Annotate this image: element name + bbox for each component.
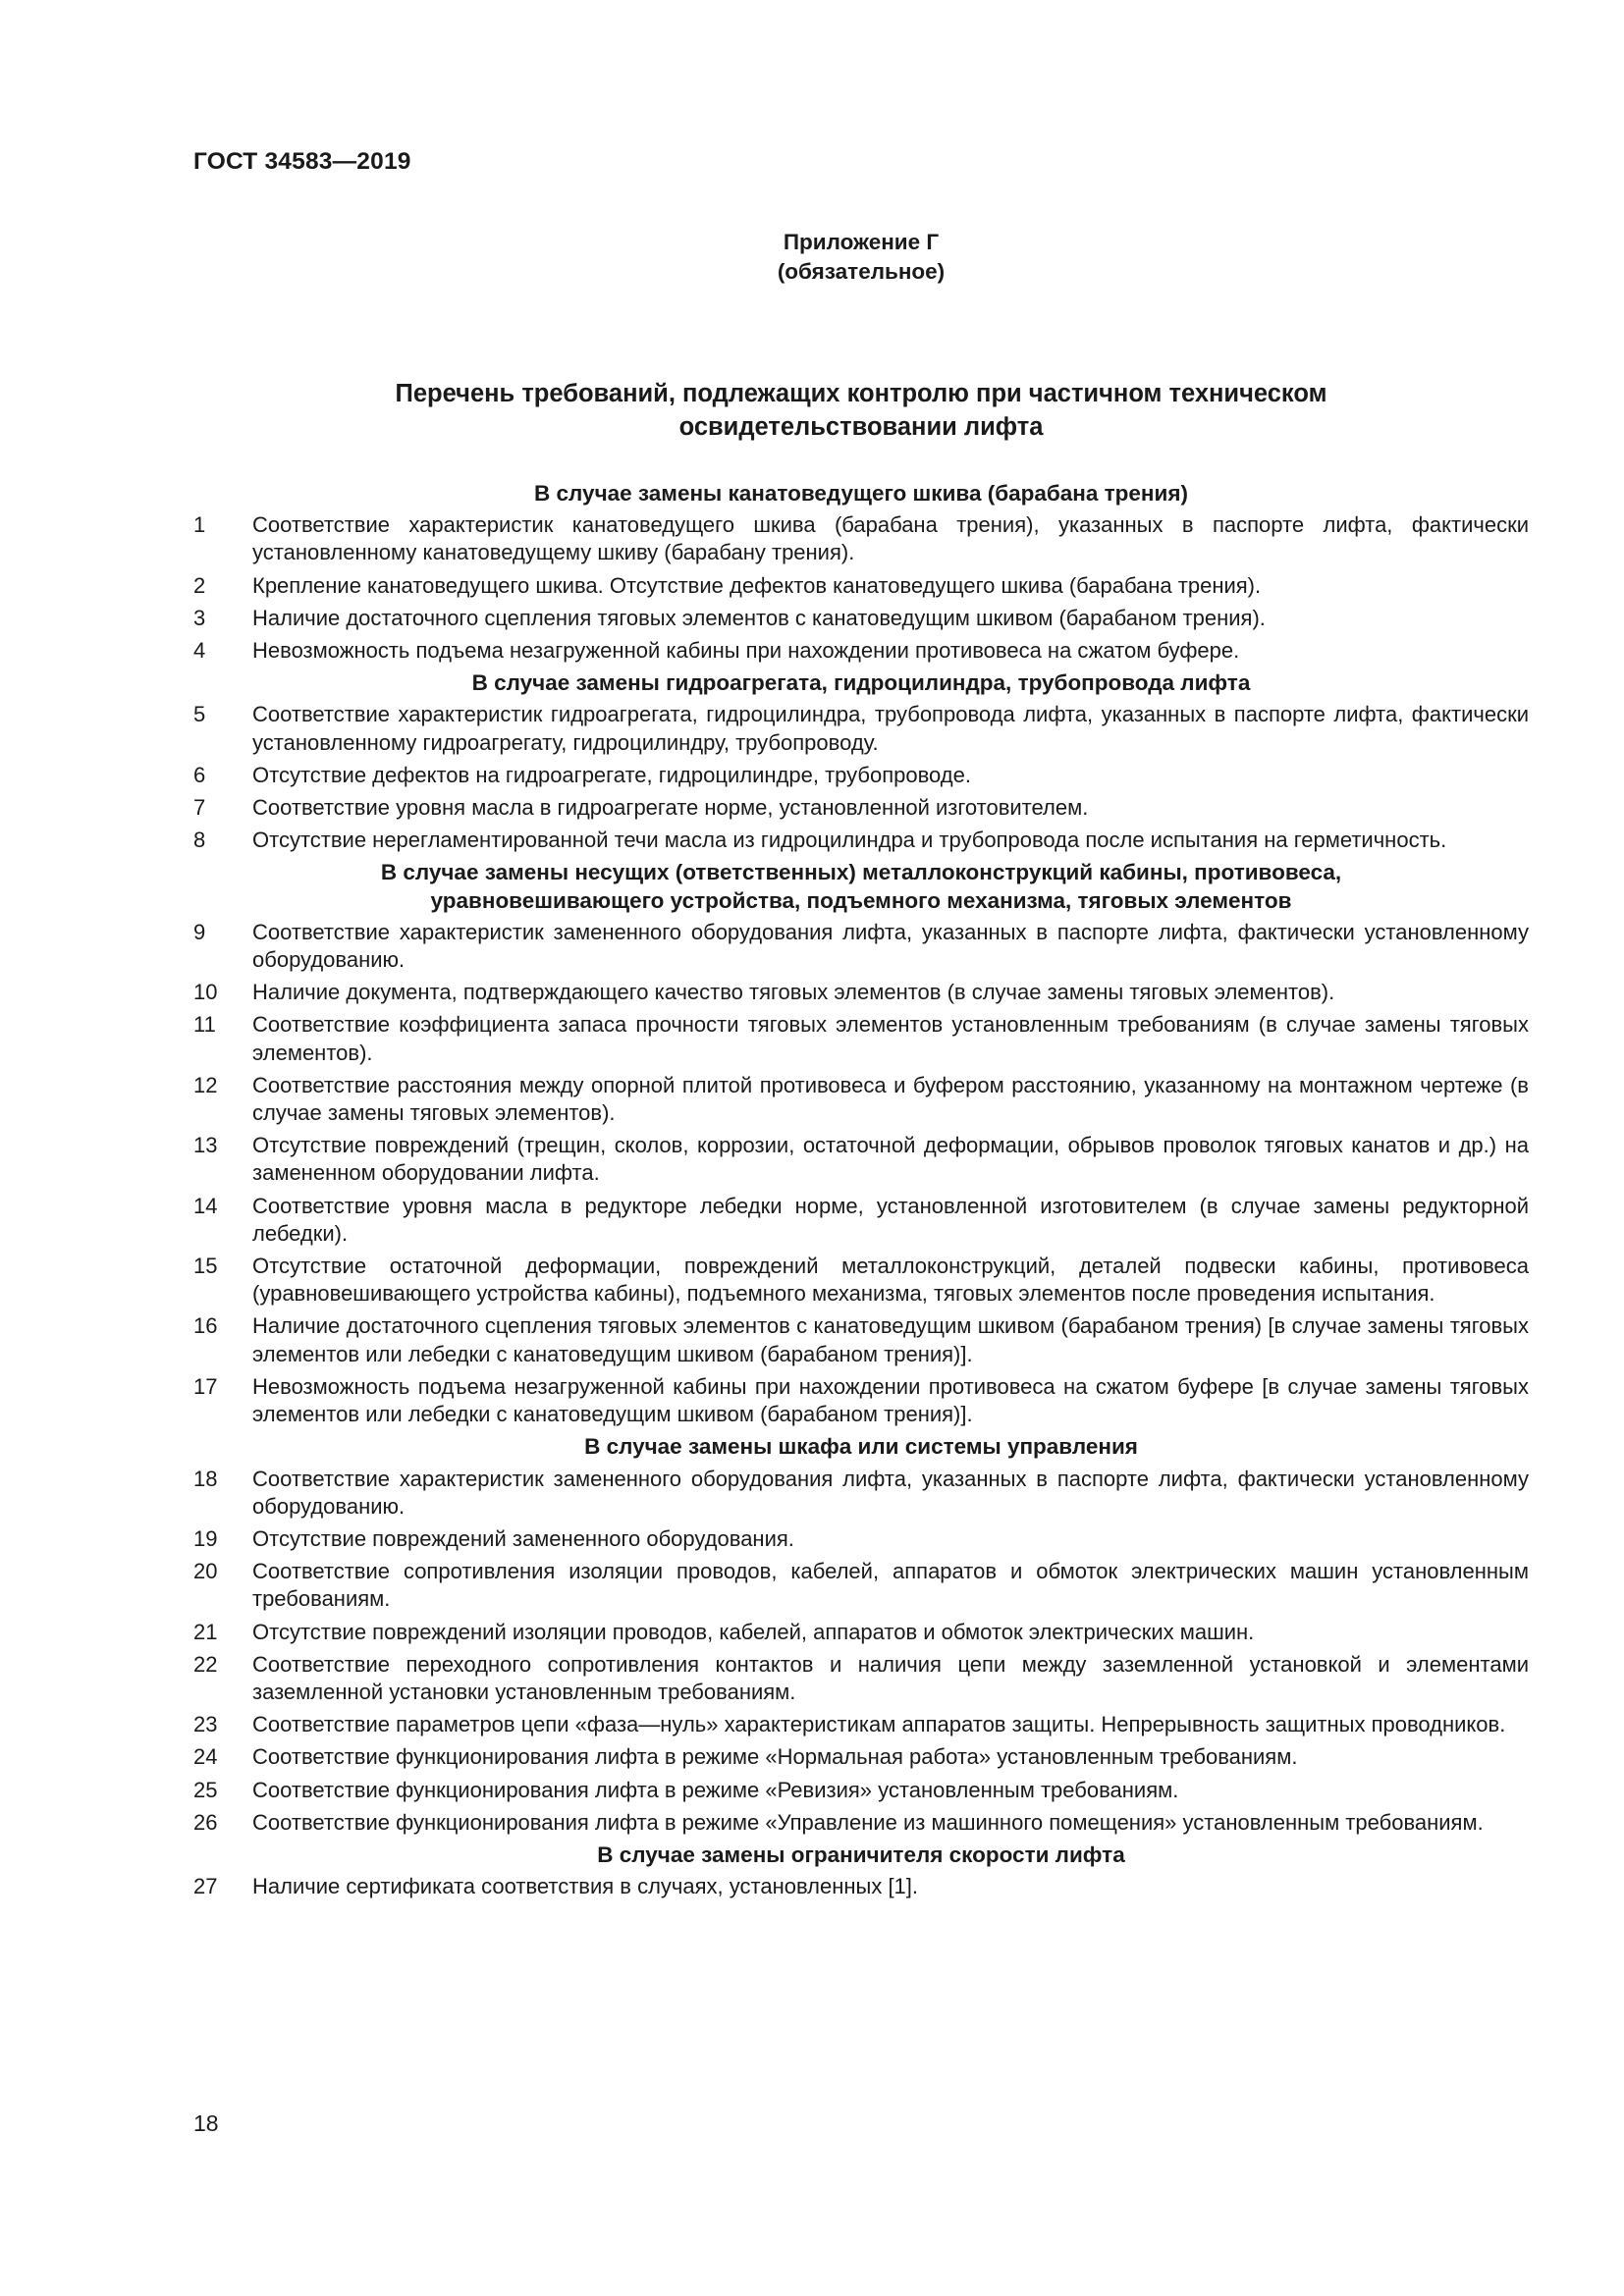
document-title-line-1: Перечень требований, подлежащих контролю при частичном техническом (395, 380, 1327, 407)
item-number: 17 (193, 1373, 218, 1399)
list-item (193, 637, 1529, 665)
item-text: Соответствие параметров цепи «фаза—нуль» характеристикам аппаратов защиты. Непрерывность защитных проводников. (252, 1712, 1506, 1737)
item-text: Отсутствие остаточной деформации, повреждений металлоконструкций, деталей подвески кабины, противовеса (уравновешивающего устройства кабины), подъемного механизма, тяговых элементов после проведения испытания. (252, 1254, 1529, 1307)
item-number: 23 (193, 1712, 218, 1737)
item-number: 4 (193, 638, 206, 664)
item-text: Соответствие характеристик замененного оборудования лифта, указанных в паспорте лифта, фактически установленному оборудованию. (252, 1466, 1529, 1519)
item-text: Отсутствие повреждений замененного оборудования. (252, 1525, 794, 1551)
item-number: 20 (193, 1559, 218, 1584)
item-number: 11 (193, 1012, 216, 1038)
list-item (193, 701, 1529, 756)
list-item (193, 1558, 1529, 1613)
list-item (193, 794, 1529, 822)
item-text: Отсутствие нерегламентированной течи масла из гидроцилиндра и трубопровода после испытания на герметичность. (252, 828, 1447, 853)
section-title: В случае замены ограничителя скорости лифта (597, 1842, 1125, 1867)
item-text: Невозможность подъема незагруженной кабины при нахождении противовеса на сжатом буфере. (252, 638, 1240, 664)
list-item (193, 1072, 1529, 1127)
section-title: В случае замены канатоведущего шкива (барабана трения) (534, 481, 1188, 506)
item-number: 15 (193, 1254, 218, 1279)
item-number: 1 (193, 512, 206, 538)
item-number: 18 (193, 1466, 218, 1491)
item-number: 19 (193, 1525, 218, 1551)
list-item (193, 1619, 1529, 1646)
item-text: Наличие достаточного сцепления тяговых элементов с канатоведущим шкивом (барабаном трения). (252, 605, 1266, 630)
list-item (193, 919, 1529, 974)
item-text: Соответствие расстояния между опорной плитой противовеса и буфером расстоянию, указанному на монтажном чертеже (в случае замены тяговых элементов). (252, 1072, 1529, 1126)
item-number: 27 (193, 1874, 218, 1899)
list-item (193, 1651, 1529, 1706)
list-item (193, 1809, 1529, 1837)
item-text: Наличие достаточного сцепления тяговых элементов с канатоведущим шкивом (барабаном трения) [в случае замены тяговых элементов или лебедки с канатоведущим шкивом (барабаном трения)]. (252, 1313, 1529, 1366)
list-item (193, 1132, 1529, 1187)
item-text: Отсутствие дефектов на гидроагрегате, гидроцилиндре, трубопроводе. (252, 762, 971, 787)
annex-status: (обязательное) (777, 259, 946, 284)
annex-title: Приложение Г (783, 230, 940, 254)
list-item (193, 1193, 1529, 1248)
item-number: 16 (193, 1313, 218, 1339)
item-number: 24 (193, 1744, 218, 1770)
item-number: 14 (193, 1193, 218, 1218)
list-item (193, 979, 1529, 1006)
item-text: Соответствие функционирования лифта в режиме «Управление из машинного помещения» установленным требованиям. (252, 1809, 1484, 1835)
section-title: В случае замены шкафа или системы управления (584, 1434, 1138, 1460)
section-title (193, 859, 1529, 914)
item-number: 2 (193, 572, 206, 598)
annex-heading (193, 228, 1529, 287)
item-text: Крепление канатоведущего шкива. Отсутствие дефектов канатоведущего шкива (барабана трения). (252, 572, 1262, 598)
item-number: 9 (193, 919, 206, 944)
list-item (193, 572, 1529, 600)
item-number: 12 (193, 1072, 218, 1097)
item-number: 7 (193, 795, 206, 821)
item-text: Соответствие функционирования лифта в режиме «Ревизия» установленным требованиям. (252, 1777, 1179, 1802)
item-text: Отсутствие повреждений изоляции проводов, кабелей, аппаратов и обмоток электрических машин. (252, 1619, 1255, 1644)
item-text: Соответствие характеристик канатоведущего шкива (барабана трения), указанных в паспорте лифта, фактически установленному канатоведущему шкиву (барабану трения). (252, 512, 1529, 565)
page-number: 18 (193, 2110, 219, 2136)
document-title-line-2: освидетельствовании лифта (678, 413, 1044, 441)
list-item (193, 1253, 1529, 1308)
item-text: Наличие сертификата соответствия в случаях, установленных [1]. (252, 1874, 919, 1899)
item-text: Невозможность подъема незагруженной кабины при нахождении противовеса на сжатом буфере [в случае замены тяговых элементов или лебедки с канатоведущим шкивом (барабаном трения)]. (252, 1373, 1529, 1427)
item-number: 3 (193, 605, 206, 630)
list-item (193, 1777, 1529, 1804)
item-text: Соответствие характеристик замененного оборудования лифта, указанных в паспорте лифта, фактически установленному оборудованию. (252, 919, 1529, 973)
item-text: Наличие документа, подтверждающего качество тяговых элементов (в случае замены тяговых элементов). (252, 980, 1335, 1005)
item-text: Соответствие функционирования лифта в режиме «Нормальная работа» установленным требованиям. (252, 1744, 1298, 1770)
list-item (193, 827, 1529, 854)
list-item (193, 1711, 1529, 1738)
list-item (193, 762, 1529, 789)
list-item (193, 511, 1529, 566)
list-item (193, 1873, 1529, 1900)
item-text: Отсутствие повреждений (трещин, сколов, коррозии, остаточной деформации, обрывов проволок тяговых канатов и др.) на замененном оборудовании лифта. (252, 1133, 1529, 1186)
item-number: 25 (193, 1777, 218, 1802)
item-number: 6 (193, 762, 206, 787)
item-number: 21 (193, 1619, 218, 1644)
item-number: 5 (193, 702, 206, 727)
item-number: 8 (193, 828, 206, 853)
list-item (193, 605, 1529, 632)
list-item (193, 1373, 1529, 1428)
document-title (193, 377, 1529, 444)
standard-designation: ГОСТ 34583—2019 (193, 148, 411, 175)
section-title-line-2: уравновешивающего устройства, подъемного механизма, тяговых элементов (430, 887, 1292, 913)
list-item (193, 1466, 1529, 1521)
list-item (193, 1743, 1529, 1771)
item-text: Соответствие коэффициента запаса прочности тяговых элементов установленным требованиям (в случае замены тяговых элементов). (252, 1012, 1529, 1065)
list-item (193, 1525, 1529, 1553)
item-text: Соответствие уровня масла в гидроагрегате норме, установленной изготовителем. (252, 795, 1089, 821)
item-number: 26 (193, 1809, 218, 1835)
item-text: Соответствие характеристик гидроагрегата, гидроцилиндра, трубопровода лифта, указанных в паспорте лифта, фактически установленному гидроагрегату, гидроцилиндру, трубопроводу. (252, 702, 1529, 755)
item-number: 22 (193, 1651, 218, 1677)
item-number: 13 (193, 1133, 218, 1158)
item-text: Соответствие уровня масла в редукторе лебедки норме, установленной изготовителем (в случае замены редукторной лебедки). (252, 1193, 1529, 1246)
item-text: Соответствие переходного сопротивления контактов и наличия цепи между заземленной установкой и элементами заземленной установки установленным требованиям. (252, 1651, 1529, 1704)
item-number: 10 (193, 980, 218, 1005)
list-item (193, 1312, 1529, 1367)
list-item (193, 1011, 1529, 1066)
item-text: Соответствие сопротивления изоляции проводов, кабелей, аппаратов и обмоток электрических машин установленным требованиям. (252, 1559, 1529, 1612)
requirements-list (193, 478, 1529, 1905)
section-title-line-1: В случае замены несущих (ответственных) металлоконструкций кабины, противовеса, (380, 860, 1342, 885)
section-title: В случае замены гидроагрегата, гидроцилиндра, трубопровода лифта (471, 670, 1251, 696)
